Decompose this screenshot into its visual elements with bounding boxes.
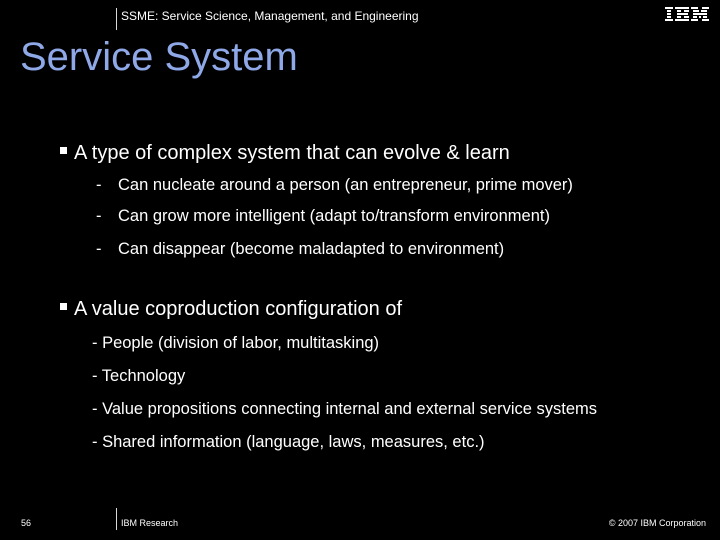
footer-divider bbox=[116, 508, 117, 530]
bullet-1-text: A type of complex system that can evolve & learn bbox=[74, 142, 510, 164]
bullet-2-sub-2: - Technology bbox=[92, 367, 186, 385]
bullet-1-sub-1-text: Can nucleate around a person (an entrepreneur, prime mover) bbox=[118, 176, 573, 194]
bullet-1-sub-2: - Can grow more intelligent (adapt to/transform environment) bbox=[96, 207, 550, 225]
page-number-box bbox=[0, 506, 116, 540]
bullet-2-sub-3: - Value propositions connecting internal and external service systems bbox=[92, 400, 598, 418]
bullet-1-sub-3: - Can disappear (become maladapted to environment) bbox=[96, 240, 505, 258]
bullet-1 bbox=[60, 143, 510, 163]
bullet-2 bbox=[60, 299, 402, 319]
bullet-2-text: A value coproduction configuration of bbox=[74, 298, 402, 320]
bullet-2-sub-1: - People (division of labor, multitasking) bbox=[92, 334, 380, 352]
footer-copyright: © 2007 IBM Corporation bbox=[608, 518, 706, 528]
header-divider bbox=[116, 8, 117, 30]
footer-left-text: IBM Research bbox=[121, 518, 179, 528]
page-number: 56 bbox=[21, 518, 32, 528]
header-title: SSME: Service Science, Management, and Engineering bbox=[121, 9, 419, 23]
bullet-1-sub-3-text: Can disappear (become maladapted to environment) bbox=[118, 240, 505, 258]
bullet-1-sub-2-text: Can grow more intelligent (adapt to/transform environment) bbox=[118, 207, 550, 225]
bullet-1-sub-1: - Can nucleate around a person (an entrepreneur, prime mover) bbox=[96, 176, 573, 194]
ibm-logo-icon bbox=[664, 6, 710, 24]
slide-title: Service System bbox=[20, 35, 298, 79]
bullet-2-sub-4: - Shared information (language, laws, measures, etc.) bbox=[92, 433, 485, 451]
square-bullet-icon bbox=[60, 303, 67, 310]
square-bullet-icon bbox=[60, 147, 67, 154]
